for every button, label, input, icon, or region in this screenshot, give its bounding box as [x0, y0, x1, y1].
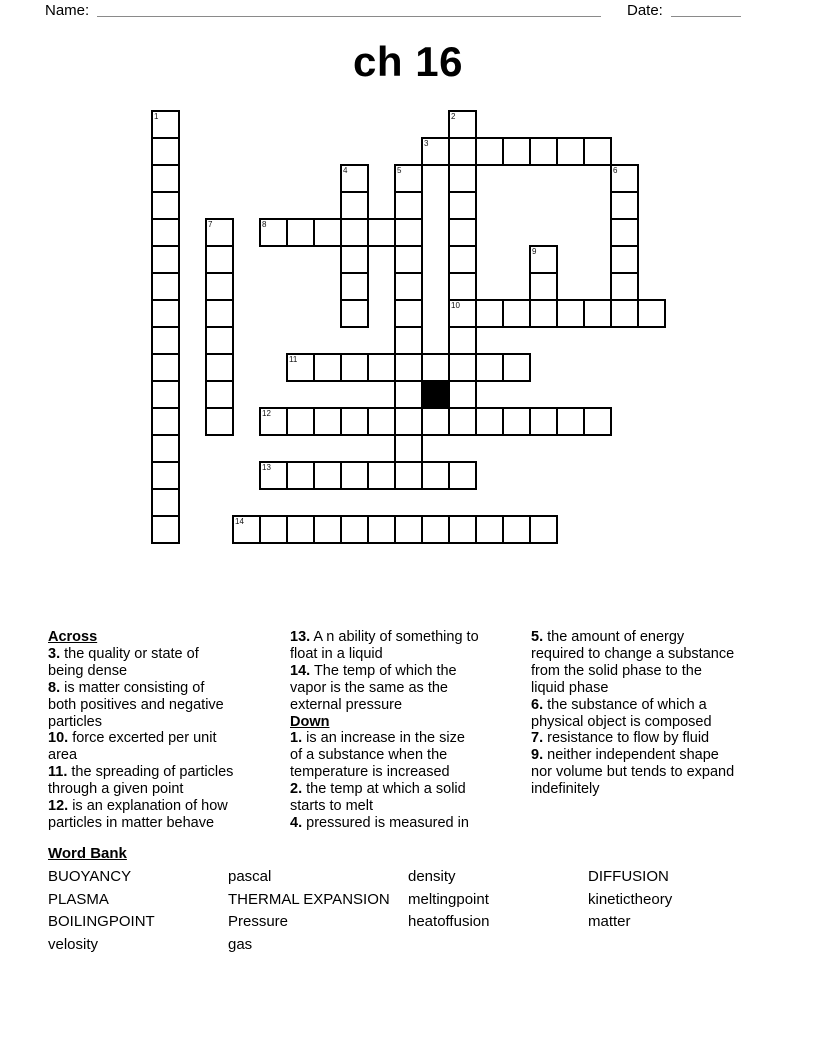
grid-cell[interactable]	[448, 218, 477, 247]
grid-cell[interactable]	[286, 461, 315, 490]
grid-black-cell	[421, 380, 450, 409]
clue-heading-down: Down	[290, 713, 330, 730]
clue-number: 1.	[290, 730, 303, 747]
page-title: ch 16	[353, 38, 463, 85]
grid-cell[interactable]	[340, 461, 369, 490]
grid-cell[interactable]	[583, 299, 612, 328]
clue-13: 13. A n ability of something to float in a liquid	[290, 629, 479, 662]
grid-cell[interactable]	[259, 407, 288, 436]
grid-cell[interactable]	[313, 407, 342, 436]
grid-cell[interactable]	[448, 380, 477, 409]
grid-cell[interactable]	[286, 407, 315, 436]
grid-cell[interactable]	[448, 191, 477, 220]
grid-cell[interactable]	[340, 164, 369, 193]
clue-number: 9.	[531, 747, 544, 764]
grid-cell[interactable]	[367, 515, 396, 544]
grid-cell[interactable]	[151, 488, 180, 517]
grid-cell[interactable]	[205, 272, 234, 301]
grid-cell[interactable]	[151, 326, 180, 355]
grid-cell[interactable]	[394, 164, 423, 193]
grid-cell[interactable]	[421, 515, 450, 544]
date-fill-line[interactable]	[671, 16, 741, 17]
grid-cell[interactable]	[529, 407, 558, 436]
grid-cell-number: 12	[262, 409, 271, 418]
clue-column	[531, 629, 785, 798]
grid-cell[interactable]	[556, 299, 585, 328]
grid-cell[interactable]	[475, 515, 504, 544]
grid-cell[interactable]	[394, 326, 423, 355]
grid-cell[interactable]	[151, 299, 180, 328]
grid-cell[interactable]	[448, 407, 477, 436]
grid-cell[interactable]	[556, 407, 585, 436]
clue-number: 6.	[531, 696, 544, 713]
crossword-grid	[151, 110, 666, 544]
grid-cell[interactable]	[313, 353, 342, 382]
grid-cell[interactable]	[502, 407, 531, 436]
grid-cell[interactable]	[151, 272, 180, 301]
word-bank-item: DIFFUSION	[588, 868, 669, 885]
grid-cell[interactable]	[502, 137, 531, 166]
clue-number: 7.	[531, 730, 544, 747]
clue-4: 4. pressured is measured in	[290, 814, 469, 831]
grid-cell[interactable]	[448, 515, 477, 544]
grid-cell-number: 2	[451, 112, 456, 121]
name-fill-line[interactable]	[97, 16, 601, 17]
grid-cell[interactable]	[529, 299, 558, 328]
grid-cell[interactable]	[151, 407, 180, 436]
grid-cell[interactable]	[313, 461, 342, 490]
grid-cell[interactable]	[340, 353, 369, 382]
grid-cell[interactable]	[286, 515, 315, 544]
word-bank-item: BOILINGPOINT	[48, 913, 155, 931]
grid-cell[interactable]	[151, 137, 180, 166]
grid-cell[interactable]	[583, 137, 612, 166]
clue-column	[290, 629, 544, 832]
grid-cell[interactable]	[340, 191, 369, 220]
grid-cell-number: 1	[154, 112, 159, 121]
grid-cell[interactable]	[529, 515, 558, 544]
grid-cell[interactable]	[421, 407, 450, 436]
grid-cell[interactable]	[205, 326, 234, 355]
grid-cell[interactable]	[340, 218, 369, 247]
grid-cell[interactable]	[421, 353, 450, 382]
grid-cell[interactable]	[421, 137, 450, 166]
grid-cell[interactable]	[394, 380, 423, 409]
clue-number: 4.	[290, 814, 303, 831]
clue-number: 2.	[290, 781, 303, 798]
grid-cell[interactable]	[313, 218, 342, 247]
grid-cell[interactable]	[313, 515, 342, 544]
grid-cell[interactable]	[394, 353, 423, 382]
word-bank-column	[48, 866, 155, 957]
grid-cell[interactable]	[448, 299, 477, 328]
grid-cell[interactable]	[367, 353, 396, 382]
grid-cell[interactable]	[340, 272, 369, 301]
grid-cell[interactable]	[394, 299, 423, 328]
word-bank-item: gas	[228, 936, 253, 954]
grid-cell[interactable]	[151, 353, 180, 382]
grid-cell[interactable]	[610, 191, 639, 220]
clue-7: 7. resistance to flow by fluid	[531, 730, 710, 747]
clue-number: 3.	[48, 645, 61, 662]
clue-number: 13.	[290, 629, 311, 645]
grid-cell[interactable]	[394, 407, 423, 436]
clue-10: 10. force excerted per unit area	[48, 730, 217, 764]
word-bank-item: heatoffusion	[408, 913, 490, 931]
clue-9: 9. neither independent shape nor volume but tends to expand indefinitely	[531, 747, 735, 798]
grid-cell[interactable]	[151, 191, 180, 220]
grid-cell-number: 8	[262, 220, 267, 229]
grid-cell[interactable]	[529, 272, 558, 301]
grid-cell-number: 9	[532, 247, 537, 256]
grid-cell[interactable]	[610, 218, 639, 247]
date-label: Date:	[627, 2, 663, 19]
grid-cell-number: 6	[613, 166, 618, 175]
grid-cell[interactable]	[340, 245, 369, 274]
clue-column	[48, 629, 302, 832]
clue-14: 14. The temp of which the vapor is the same as the external pressure	[290, 662, 457, 713]
grid-cell[interactable]	[448, 137, 477, 166]
grid-cell[interactable]	[259, 218, 288, 247]
grid-cell[interactable]	[475, 137, 504, 166]
word-bank-item: meltingpoint	[408, 890, 489, 908]
word-bank-item: density	[408, 868, 456, 885]
grid-cell-number: 10	[451, 301, 460, 310]
grid-cell[interactable]	[205, 380, 234, 409]
clue-5: 5. the amount of energy required to change a substance from the solid phase to the liquid phase	[531, 629, 735, 696]
grid-cell[interactable]	[421, 461, 450, 490]
grid-cell[interactable]	[151, 245, 180, 274]
grid-cell[interactable]	[448, 353, 477, 382]
clue-heading-across: Across	[48, 629, 98, 645]
clue-8: 8. is matter consisting of both positives and negative particles	[48, 679, 224, 730]
grid-cell[interactable]	[610, 299, 639, 328]
grid-cell[interactable]	[529, 137, 558, 166]
clue-1: 1. is an increase in the size of a substance when the temperature is increased	[290, 730, 465, 781]
grid-cell[interactable]	[286, 353, 315, 382]
grid-cell-number: 11	[289, 355, 298, 364]
grid-cell-number: 7	[208, 220, 213, 229]
grid-cell[interactable]	[529, 245, 558, 274]
clue-11: 11. the spreading of particles through a given point	[48, 764, 234, 798]
grid-cell-number: 5	[397, 166, 402, 175]
clue-number: 8.	[48, 679, 61, 696]
clue-number: 5.	[531, 629, 544, 645]
word-bank-item: THERMAL EXPANSION	[228, 890, 390, 908]
grid-cell[interactable]	[502, 353, 531, 382]
grid-cell[interactable]	[394, 461, 423, 490]
grid-cell[interactable]	[610, 245, 639, 274]
clue-3: 3. the quality or state of being dense	[48, 645, 199, 679]
word-bank-column	[588, 866, 672, 934]
word-bank-item: PLASMA	[48, 890, 109, 908]
grid-cell[interactable]	[637, 299, 666, 328]
grid-cell[interactable]	[394, 218, 423, 247]
grid-cell[interactable]	[475, 407, 504, 436]
word-bank-column	[408, 866, 489, 934]
grid-cell[interactable]	[151, 515, 180, 544]
grid-cell[interactable]	[340, 515, 369, 544]
word-bank-item: matter	[588, 913, 631, 931]
grid-cell-number: 14	[235, 517, 244, 526]
grid-cell[interactable]	[205, 299, 234, 328]
grid-cell[interactable]	[151, 380, 180, 409]
grid-cell[interactable]	[232, 515, 261, 544]
word-bank-item: velosity	[48, 936, 99, 954]
grid-cell[interactable]	[259, 515, 288, 544]
grid-cell-number: 3	[424, 139, 429, 148]
grid-cell[interactable]	[367, 218, 396, 247]
grid-cell[interactable]	[259, 461, 288, 490]
grid-cell[interactable]	[340, 407, 369, 436]
word-bank-column	[228, 866, 390, 957]
grid-cell[interactable]	[205, 353, 234, 382]
grid-cell[interactable]	[502, 299, 531, 328]
grid-cell[interactable]	[367, 407, 396, 436]
grid-cell[interactable]	[448, 461, 477, 490]
grid-cell[interactable]	[394, 245, 423, 274]
grid-cell[interactable]	[205, 407, 234, 436]
grid-cell[interactable]	[556, 137, 585, 166]
grid-cell[interactable]	[367, 461, 396, 490]
grid-cell[interactable]	[448, 272, 477, 301]
clue-12: 12. is an explanation of how particles in matter behave	[48, 798, 228, 831]
clue-6: 6. the substance of which a physical object is composed	[531, 696, 712, 730]
grid-cell[interactable]	[610, 164, 639, 193]
grid-cell[interactable]	[151, 461, 180, 490]
word-bank-item: BUOYANCY	[48, 868, 132, 885]
grid-cell[interactable]	[502, 515, 531, 544]
word-bank-item: kinetictheory	[588, 890, 673, 908]
grid-cell[interactable]	[448, 110, 477, 139]
grid-cell[interactable]	[394, 272, 423, 301]
grid-cell[interactable]	[448, 245, 477, 274]
clue-number: 11.	[48, 764, 68, 781]
grid-cell[interactable]	[151, 110, 180, 139]
grid-cell[interactable]	[448, 164, 477, 193]
grid-cell[interactable]	[475, 353, 504, 382]
grid-cell[interactable]	[340, 299, 369, 328]
grid-cell-number: 4	[343, 166, 348, 175]
grid-cell-number: 13	[262, 463, 271, 472]
clue-number: 10.	[48, 730, 69, 747]
clue-number: 14.	[290, 662, 311, 679]
word-bank-heading: Word Bank	[48, 845, 127, 862]
clue-2: 2. the temp at which a solid starts to melt	[290, 781, 466, 815]
word-bank-item: pascal	[228, 868, 272, 885]
grid-cell[interactable]	[475, 299, 504, 328]
grid-cell[interactable]	[394, 191, 423, 220]
name-label: Name:	[45, 2, 90, 19]
clue-number: 12.	[48, 798, 69, 815]
word-bank-item: Pressure	[228, 913, 289, 931]
grid-cell[interactable]	[394, 515, 423, 544]
grid-cell[interactable]	[448, 326, 477, 355]
grid-cell[interactable]	[394, 434, 423, 463]
grid-cell[interactable]	[205, 218, 234, 247]
grid-cell[interactable]	[151, 164, 180, 193]
grid-cell[interactable]	[205, 245, 234, 274]
grid-cell[interactable]	[286, 218, 315, 247]
grid-cell[interactable]	[583, 407, 612, 436]
grid-cell[interactable]	[151, 434, 180, 463]
grid-cell[interactable]	[151, 218, 180, 247]
grid-cell[interactable]	[610, 272, 639, 301]
